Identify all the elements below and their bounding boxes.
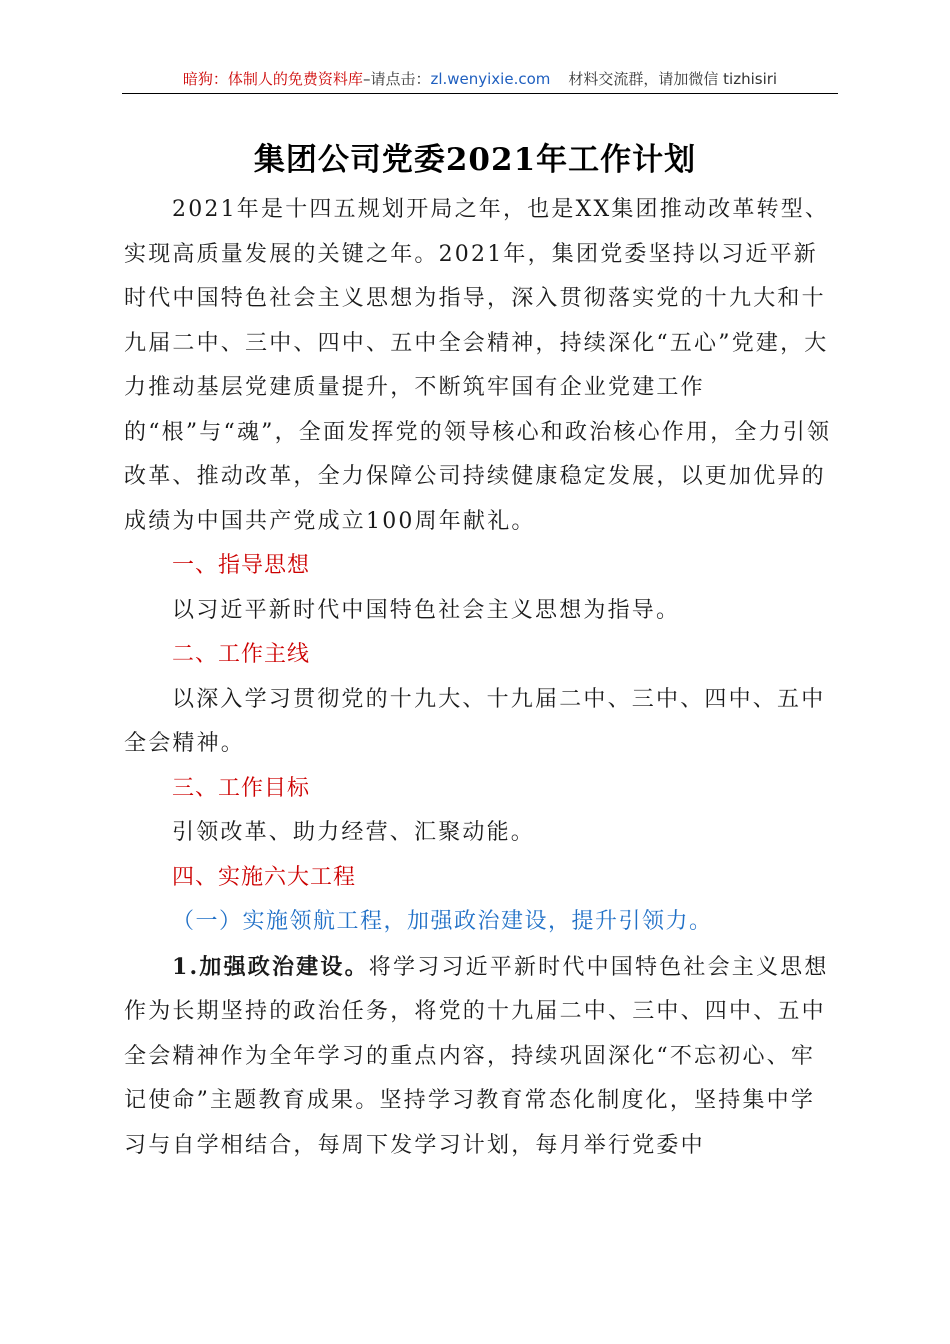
section-heading-2: 二、工作主线 [172, 642, 311, 667]
document-body [124, 188, 836, 1168]
subsection-heading-1: （一）实施领航工程，加强政治建设，提升引领力。 [172, 909, 713, 934]
header-url-link[interactable]: zl.wenyixie.com [430, 70, 551, 88]
section-heading-1: 一、指导思想 [172, 553, 311, 578]
section-text-3: 引领改革、助力经营、汇聚动能。 [172, 820, 536, 845]
section-text-1: 以习近平新时代中国特色社会主义思想为指导。 [172, 597, 681, 623]
intro-paragraph: 2021年是十四五规划开局之年，也是XX集团推动改革转型、实现高质量发展的关键之年。2021年，集团党委坚持以习近平新时代中国特色社会主义思想为指导，深入贯彻落实党的十九大和十九届二中、三中、四中、五中全会精神，持续深化“五心”党建，大力推动基层党建质量提升，不断筑牢国有企业党建工作的“根”与“魂”，全面发挥党的领导核心和政治核心作用，全力引领改革、推动改革，全力保障公司持续健康稳定发展，以更加优异的成绩为中国共产党成立100周年献礼。 [124, 197, 832, 534]
item-paragraph-1 [124, 945, 836, 1169]
section-heading-4: 四、实施六大工程 [172, 864, 357, 890]
item-lead-1: 1.加强政治建设。 [172, 953, 369, 980]
page-header [122, 68, 838, 89]
header-divider [122, 93, 838, 94]
section-text-2: 以深入学习贯彻党的十九大、十九届二中、三中、四中、五中全会精神。 [124, 686, 826, 756]
header-site-name: 暗狗：体制人的免费资料库 [182, 70, 363, 88]
section-heading-3: 三、工作目标 [172, 775, 311, 801]
document-title: 集团公司党委2021年工作计划 [253, 142, 697, 178]
item-text-1: 将学习习近平新时代中国特色社会主义思想作为长期坚持的政治任务，将党的十九届二中、三中、四中、五中全会精神作为全年学习的重点内容，持续巩固深化“不忘初心、牢记使命”主题教育成果。坚持学习教育常态化制度化，坚持集中学习与自学相结合，每周下发学习计划，每月举行党委中 [124, 954, 829, 1158]
header-group-note: 材料交流群，请加微信 tizhisiri [568, 70, 778, 88]
header-click-prompt: –请点击： [362, 70, 431, 88]
